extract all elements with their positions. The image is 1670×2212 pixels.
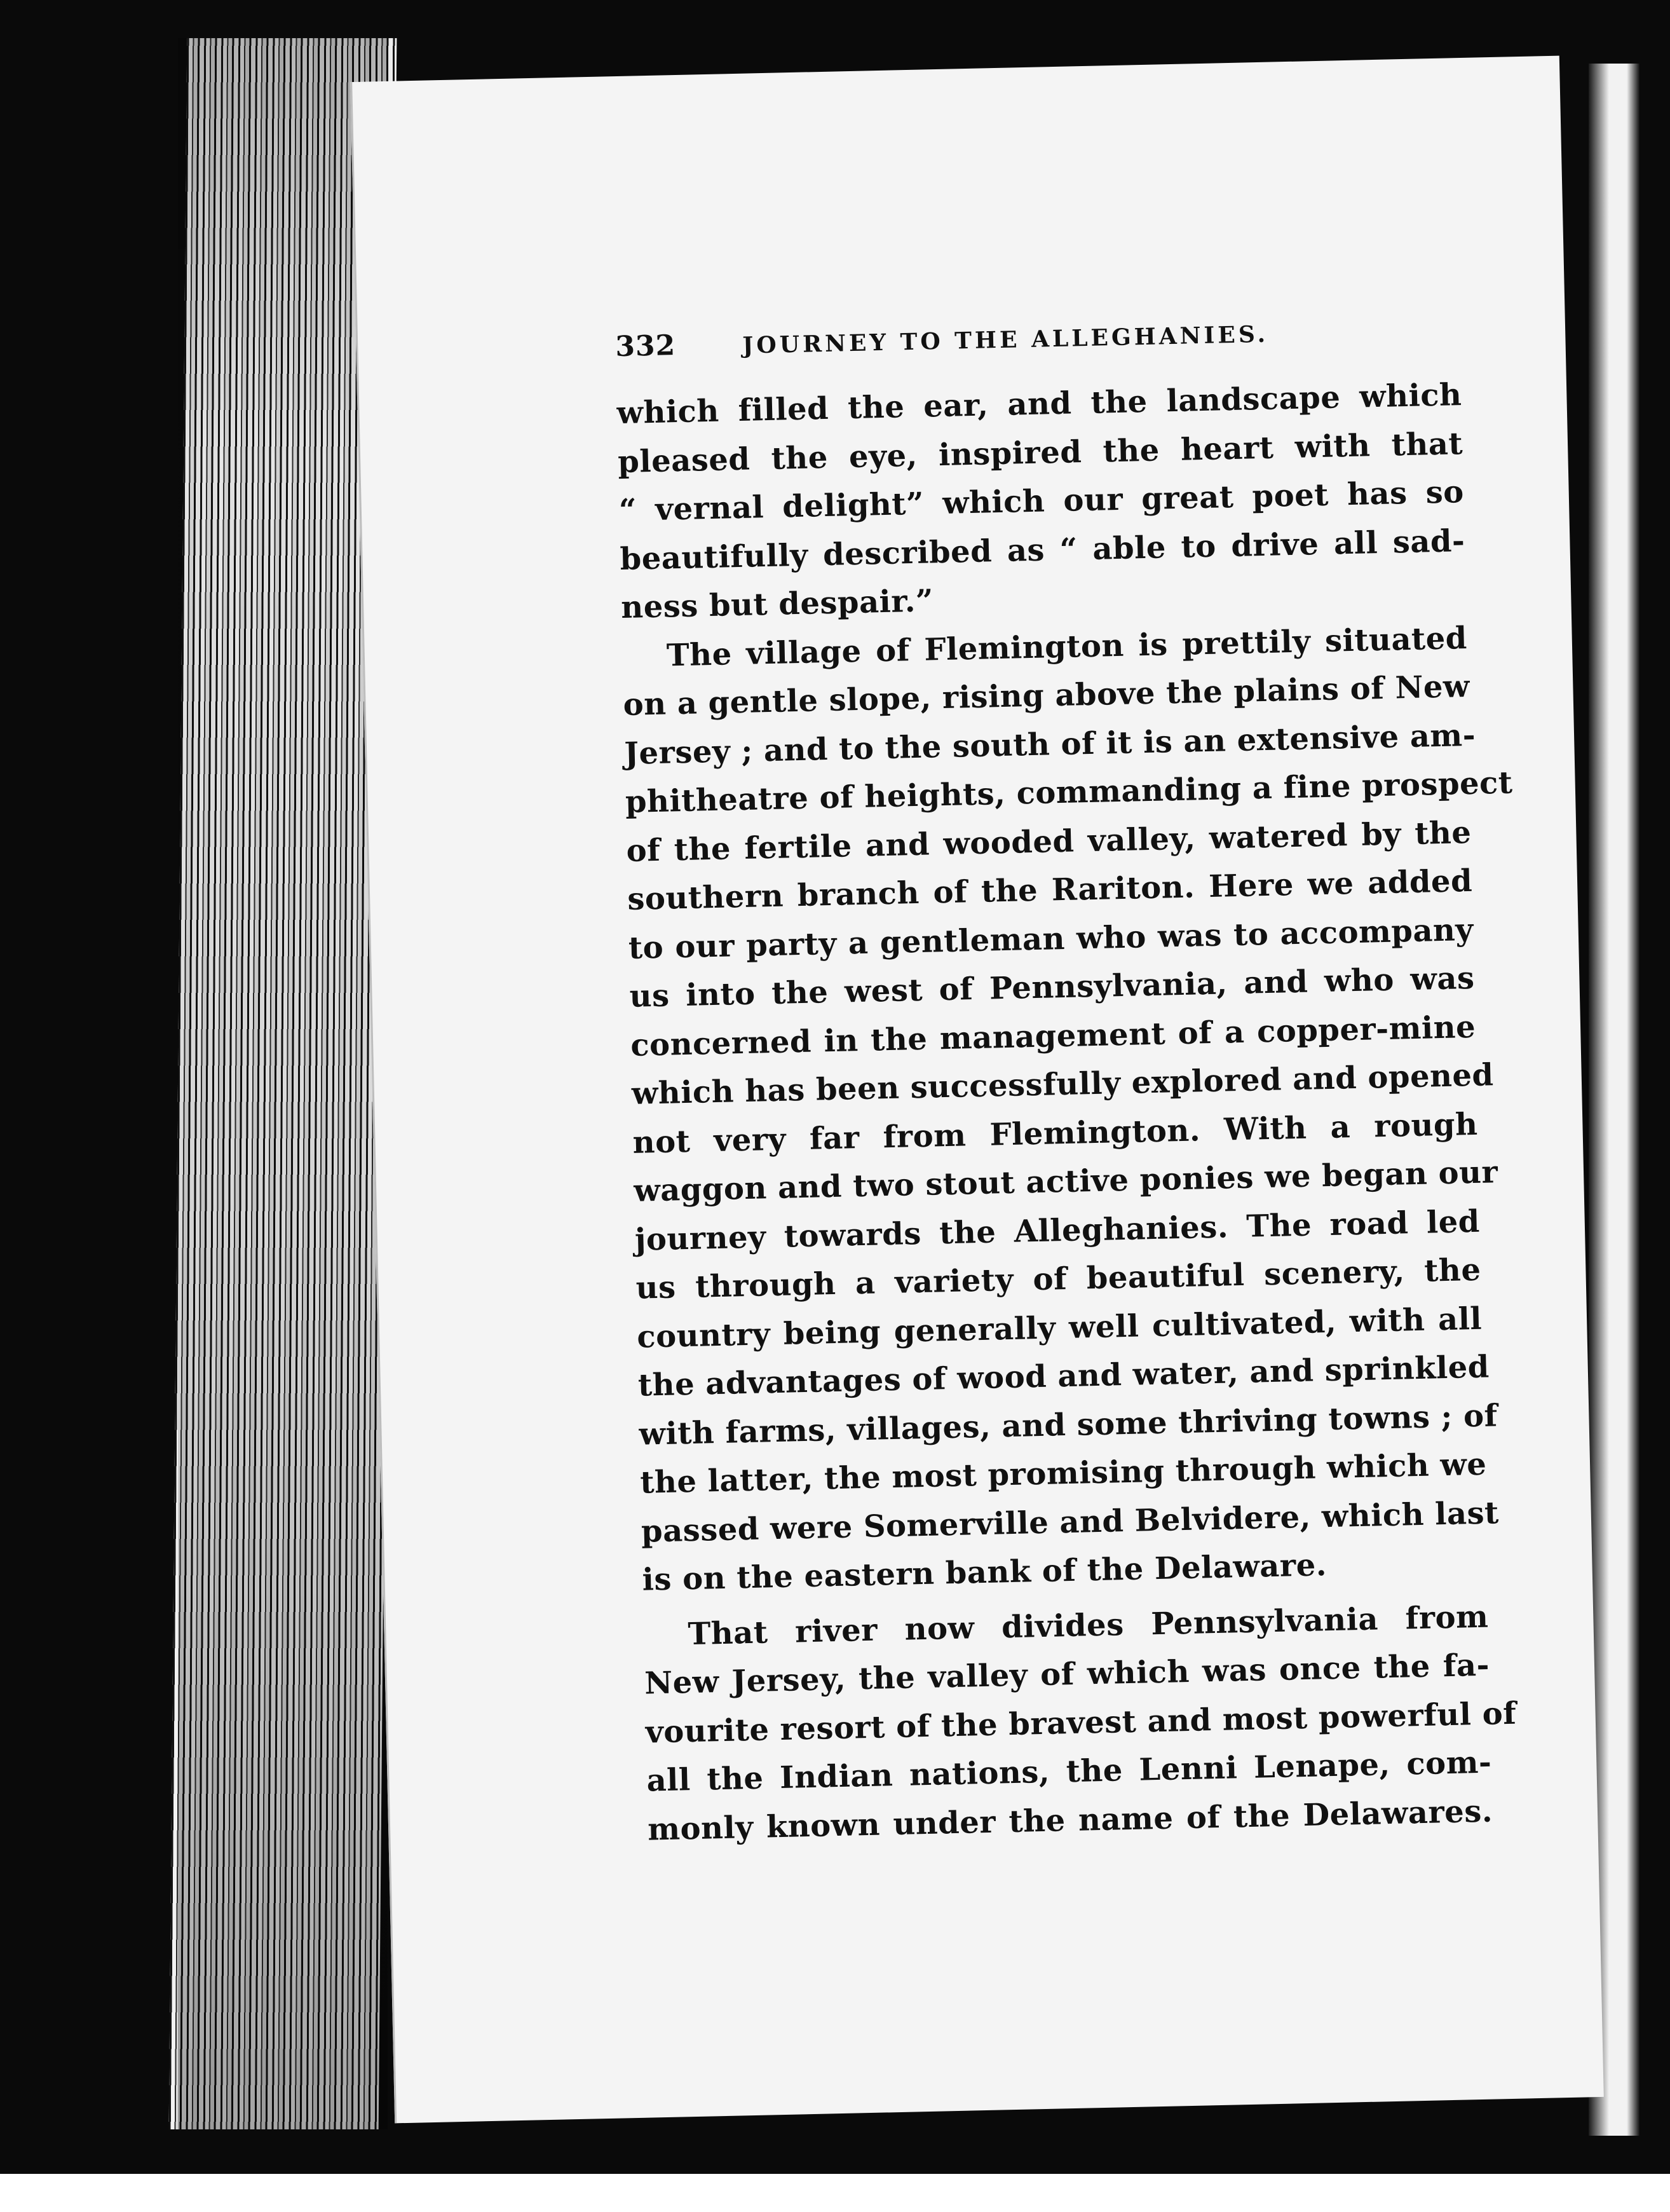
text-line: country being generally well cultivated, with all [636, 1301, 1483, 1355]
text-line: not very far from Flemington. With a rough [632, 1106, 1478, 1161]
text-line: journey towards the Alleghanies. The road led [634, 1203, 1481, 1258]
text-line: vourite resort of the bravest and most powerful of [645, 1695, 1517, 1751]
text-line: us into the west of Pennsylvania, and who was [629, 960, 1475, 1014]
text-line: with farms, villages, and some thriving towns ; of [639, 1397, 1498, 1452]
text-line: southern branch of the Rariton. Here we added [627, 863, 1473, 917]
page-number: 332 [614, 329, 676, 364]
text-line: phitheatre of heights, commanding a fine prospect [625, 765, 1514, 820]
text-line: waggon and two stout active ponies we began our [633, 1154, 1498, 1209]
text-line: of the fertile and wooded valley, watered by the [626, 814, 1472, 869]
book-page [350, 56, 1604, 2124]
text-line: which filled the ear, and the landscape which [616, 377, 1462, 432]
text-block [614, 312, 1517, 1854]
text-line: pleased the eye, inspired the heart with that [617, 425, 1463, 480]
text-line: “ vernal delight” which our great poet has so [618, 474, 1465, 529]
text-line: Jersey ; and to the south of it is an extensive am- [623, 717, 1476, 772]
text-line: which has been successfully explored and opened [631, 1057, 1495, 1112]
text-line: the advantages of wood and water, and sprinkled [637, 1349, 1490, 1403]
text-line: beautifully described as “ able to drive all sad- [620, 522, 1465, 577]
running-head [615, 312, 1461, 375]
text-line: concerned in the management of a copper-mine [630, 1009, 1476, 1063]
text-line: ness but despair.” [620, 583, 934, 626]
text-line: is on the eastern bank of the Delaware. [642, 1547, 1327, 1598]
text-line: New Jersey, the valley of which was once the fa- [644, 1647, 1490, 1702]
paragraph-2 [621, 614, 1514, 1605]
text-line: all the Indian nations, the Lenni Lenape, com- [646, 1744, 1492, 1799]
text-line: monly known under the name of the Delawares. [647, 1793, 1493, 1848]
text-line: The village of Flemington is prettily situated [666, 620, 1468, 673]
text-line: the latter, the most promising through which we [639, 1446, 1487, 1501]
text-line: That river now divides Pennsylvania from [687, 1599, 1489, 1652]
text-line: to our party a gentleman who was to accompany [628, 911, 1474, 966]
paragraph-3 [643, 1592, 1517, 1854]
text-line: passed were Somerville and Belvidere, which last [641, 1494, 1500, 1550]
text-line: us through a variety of beautiful scenery, the [635, 1252, 1481, 1306]
paragraph-1 [616, 371, 1467, 632]
text-line: on a gentle slope, rising above the plains of New [623, 668, 1470, 723]
running-title: JOURNEY TO THE ALLEGHANIES. [742, 320, 1269, 359]
